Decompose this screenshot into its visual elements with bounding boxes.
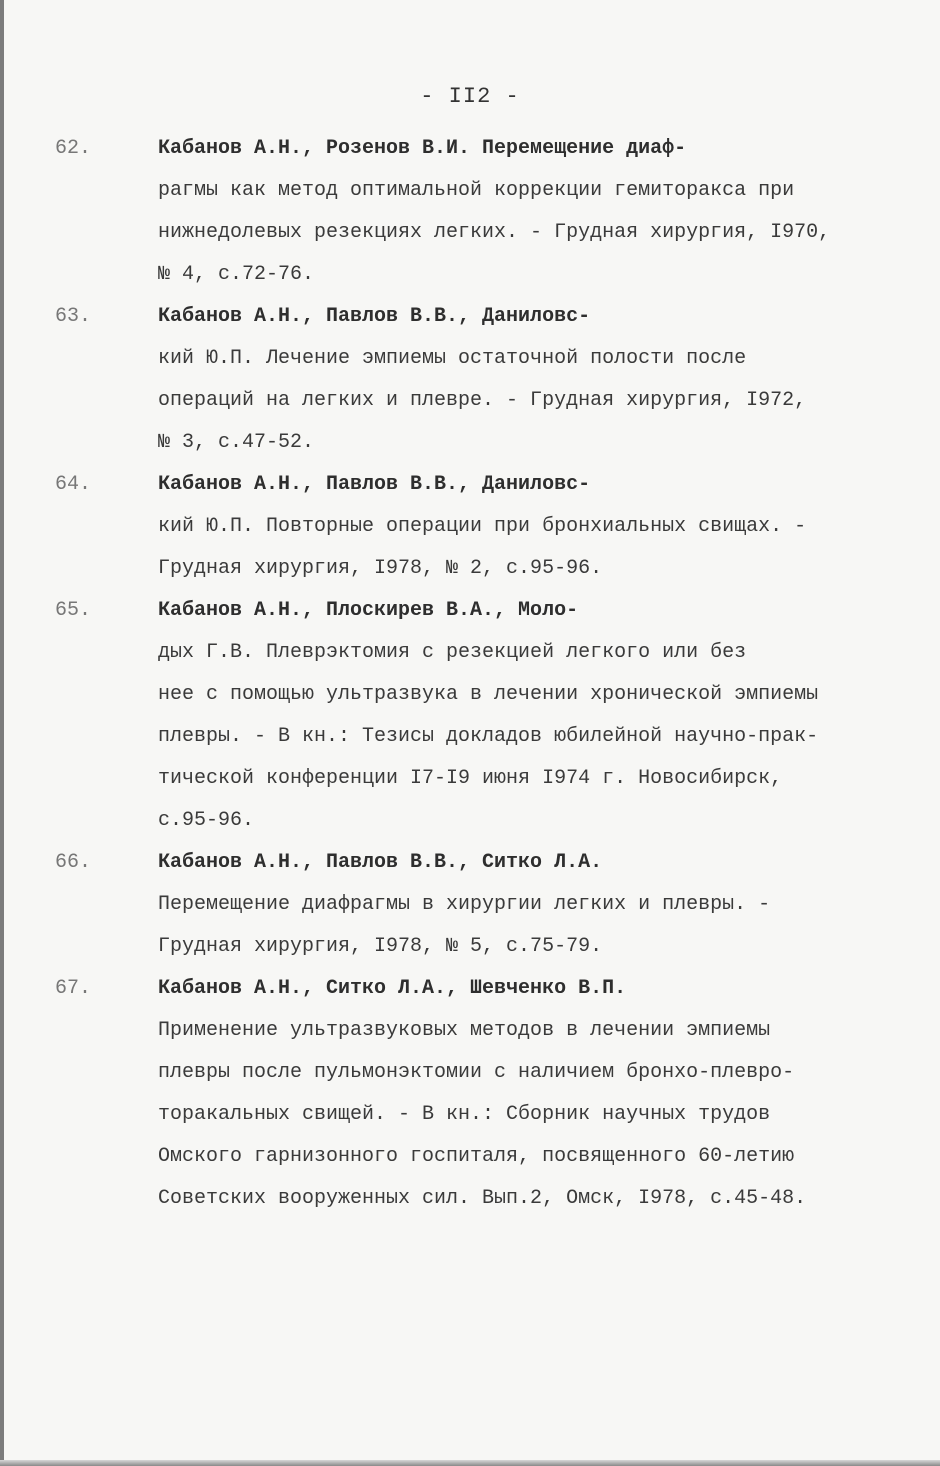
bibliography-entry xyxy=(55,464,905,590)
entry-line: плевры. - В кн.: Тезисы докладов юбилейной научно-прак- xyxy=(158,725,819,748)
entry-number: 62. xyxy=(55,137,92,160)
entry-line: Омского гарнизонного госпиталя, посвященного 60-летию xyxy=(158,1145,795,1168)
entry-line: операций на легких и плевре. - Грудная хирургия, I972, xyxy=(158,389,807,412)
bibliography-entry xyxy=(55,842,905,968)
entry-line: торакальных свищей. - В кн.: Сборник научных трудов xyxy=(158,1103,771,1126)
page-number: - II2 - xyxy=(420,84,520,109)
entry-line: Кабанов А.Н., Павлов В.В., Ситко Л.А. xyxy=(158,851,603,874)
entry-line: № 3, с.47-52. xyxy=(158,431,315,454)
entry-line: кий Ю.П. Повторные операции при бронхиальных свищах. - xyxy=(158,515,807,538)
entry-line: кий Ю.П. Лечение эмпиемы остаточной полости после xyxy=(158,347,747,370)
entry-line: дых Г.В. Плеврэктомия с резекцией легкого или без xyxy=(158,641,747,664)
scan-left-edge xyxy=(0,0,4,1466)
bibliography-entry xyxy=(55,590,905,842)
entry-number: 66. xyxy=(55,851,92,874)
entry-line: № 4, с.72-76. xyxy=(158,263,315,286)
bibliography-list xyxy=(55,128,905,1220)
entry-number: 63. xyxy=(55,305,92,328)
bibliography-entry xyxy=(55,968,905,1220)
entry-number: 67. xyxy=(55,977,92,1000)
bibliography-entry xyxy=(55,296,905,464)
entry-line: Кабанов А.Н., Павлов В.В., Даниловс- xyxy=(158,305,591,328)
bibliography-entry xyxy=(55,128,905,296)
entry-line: нее с помощью ультразвука в лечении хронической эмпиемы xyxy=(158,683,819,706)
entry-line: Советских вооруженных сил. Вып.2, Омск, I978, с.45-48. xyxy=(158,1187,807,1210)
entry-line: Грудная хирургия, I978, № 5, с.75-79. xyxy=(158,935,603,958)
entry-line: Применение ультразвуковых методов в лечении эмпиемы xyxy=(158,1019,771,1042)
scan-bottom-edge xyxy=(0,1460,940,1466)
entry-line: нижнедолевых резекциях легких. - Грудная хирургия, I970, xyxy=(158,221,831,244)
entry-line: Кабанов А.Н., Розенов В.И. Перемещение диаф- xyxy=(158,137,687,160)
entry-line: рагмы как метод оптимальной коррекции гемиторакса при xyxy=(158,179,795,202)
entry-line: Кабанов А.Н., Павлов В.В., Даниловс- xyxy=(158,473,591,496)
entry-line: плевры после пульмонэктомии с наличием бронхо-плевро- xyxy=(158,1061,795,1084)
entry-number: 65. xyxy=(55,599,92,622)
entry-number: 64. xyxy=(55,473,92,496)
entry-line: Грудная хирургия, I978, № 2, с.95-96. xyxy=(158,557,603,580)
entry-line: Кабанов А.Н., Плоскирев В.А., Моло- xyxy=(158,599,579,622)
entry-line: тической конференции I7-I9 июня I974 г. Новосибирск, xyxy=(158,767,783,790)
entry-line: с.95-96. xyxy=(158,809,255,832)
entry-line: Перемещение диафрагмы в хирургии легких и плевры. - xyxy=(158,893,771,916)
entry-line: Кабанов А.Н., Ситко Л.А., Шевченко В.П. xyxy=(158,977,627,1000)
